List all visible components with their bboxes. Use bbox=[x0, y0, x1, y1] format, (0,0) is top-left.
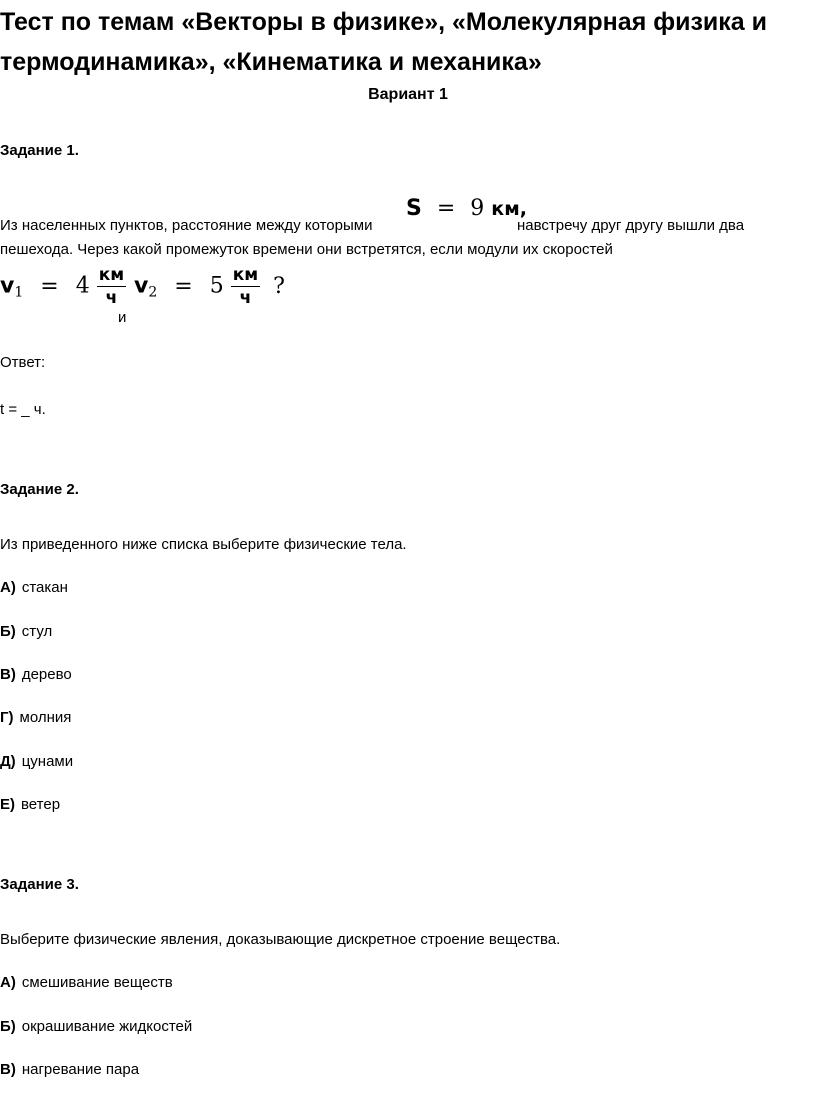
formula-v2-eq: = bbox=[174, 273, 193, 299]
formula-v2-num: км bbox=[232, 265, 259, 285]
task3-option-c bbox=[0, 1058, 139, 1082]
formula-v1-value: 4 bbox=[75, 273, 90, 299]
task3-heading: Задание 3. bbox=[0, 876, 79, 893]
task2-option-c bbox=[0, 663, 72, 687]
formula-v2-fraction bbox=[231, 264, 260, 309]
formula-v1 bbox=[0, 264, 126, 309]
formula-s-eq: = bbox=[436, 196, 456, 221]
formula-v1-eq: = bbox=[40, 273, 59, 299]
formula-v1-den: ч bbox=[105, 288, 118, 308]
option-text: окрашивание жидкостей bbox=[21, 1018, 193, 1035]
formula-v1-num: км bbox=[98, 265, 125, 285]
task2-option-d bbox=[0, 706, 71, 730]
option-letter: Г) bbox=[0, 709, 14, 726]
formula-v1-var: v bbox=[0, 273, 15, 299]
task2-option-e bbox=[0, 750, 73, 774]
task3-option-a bbox=[0, 971, 173, 995]
formula-s-value: 9 bbox=[470, 196, 485, 221]
option-letter: А) bbox=[0, 579, 16, 596]
option-text: ветер bbox=[21, 796, 61, 813]
variant-heading: Вариант 1 bbox=[368, 86, 448, 103]
option-letter: А) bbox=[0, 974, 16, 991]
task2-option-a bbox=[0, 576, 68, 600]
formula-s-var: S bbox=[406, 196, 422, 221]
formula-v2-value: 5 bbox=[209, 273, 224, 299]
task1-text-c: пешехода. Через какой промежуток времени они встретятся, если модули их скоростей bbox=[0, 241, 613, 258]
formula-s-unit: км, bbox=[491, 198, 527, 220]
task2-option-f bbox=[0, 793, 60, 817]
task3-question: Выберите физические явления, доказывающие дискретное строение вещества. bbox=[0, 931, 561, 948]
page-title: Тест по темам «Векторы в физике», «Молекулярная физика и термодинамика», «Кинематика и механика» bbox=[0, 8, 767, 76]
formula-v1-fraction bbox=[97, 264, 126, 309]
formula-v2-var: v bbox=[134, 273, 149, 299]
task1-conj: и bbox=[118, 309, 127, 326]
formula-v2 bbox=[134, 264, 285, 309]
task1-text-a: Из населенных пунктов, расстояние между которыми bbox=[0, 217, 373, 234]
task1-heading: Задание 1. bbox=[0, 142, 79, 159]
option-text: нагревание пара bbox=[21, 1061, 140, 1078]
formula-v2-sub: 2 bbox=[148, 284, 158, 301]
formula-v2-den: ч bbox=[239, 288, 252, 308]
formula-v1-sub: 1 bbox=[14, 284, 24, 301]
answer-line: t = _ ч. bbox=[0, 401, 46, 418]
task2-question: Из приведенного ниже списка выберите физические тела. bbox=[0, 536, 407, 553]
option-letter: В) bbox=[0, 666, 16, 683]
option-letter: Б) bbox=[0, 623, 16, 640]
option-text: смешивание веществ bbox=[21, 974, 173, 991]
task1-text-b: навстречу друг другу вышли два bbox=[517, 217, 745, 234]
option-letter: В) bbox=[0, 1061, 16, 1078]
option-text: стакан bbox=[21, 579, 68, 596]
option-text: цунами bbox=[21, 753, 74, 770]
formula-distance bbox=[406, 196, 527, 221]
option-text: молния bbox=[19, 709, 72, 726]
task3-option-b bbox=[0, 1015, 192, 1039]
task2-heading: Задание 2. bbox=[0, 481, 79, 498]
option-text: стул bbox=[21, 623, 53, 640]
formula-v2-tail: ? bbox=[273, 273, 285, 299]
task2-option-b bbox=[0, 620, 52, 644]
answer-label: Ответ: bbox=[0, 354, 46, 371]
option-text: дерево bbox=[21, 666, 72, 683]
option-letter: Е) bbox=[0, 796, 15, 813]
option-letter: Б) bbox=[0, 1018, 16, 1035]
option-letter: Д) bbox=[0, 753, 16, 770]
